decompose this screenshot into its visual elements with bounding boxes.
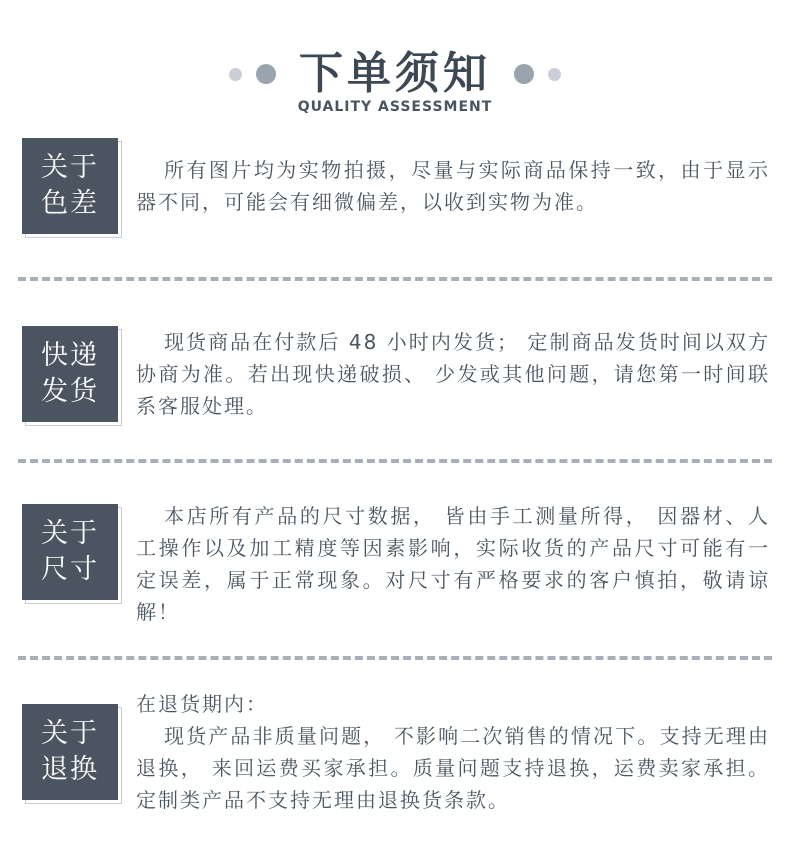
badge-line1: 关于 (41, 152, 99, 183)
badge-line2: 退换 (41, 754, 99, 785)
badge-line2: 发货 (41, 376, 99, 407)
decor-dot-right-outer (548, 68, 561, 81)
section-paragraph: 所有图片均为实物拍摄，尽量与实际商品保持一致，由于显示器不同，可能会有细微偏差，以收到实物为准。 (136, 158, 770, 214)
section-text (136, 154, 770, 218)
dashed-divider (18, 459, 772, 463)
section-paragraph: 本店所有产品的尺寸数据， 皆由手工测量所得， 因器材、人工操作以及加工精度等因素影响，实际收货的产品尺寸可能有一定误差，属于正常现象。对尺寸有严格要求的客户慎拍，敬请谅解！ (136, 504, 770, 624)
section-paragraph: 现货产品非质量问题， 不影响二次销售的情况下。支持无理由退换， 来回运费买家承担。质量问题支持退换，运费卖家承担。定制类产品不支持无理由退换货条款。 (136, 724, 770, 812)
dashed-divider (18, 656, 772, 660)
section-text (136, 500, 770, 628)
badge-line2: 尺寸 (41, 554, 99, 585)
decor-dot-right-inner (514, 64, 534, 84)
badge-box (22, 138, 118, 234)
badge-box (22, 326, 118, 422)
section-text (136, 326, 770, 422)
badge-line2: 色差 (41, 188, 99, 219)
badge-box (22, 504, 118, 600)
page-title: 下单须知 (299, 48, 491, 99)
badge-box (22, 704, 118, 800)
badge-line1: 快递 (41, 340, 99, 371)
page-subtitle: QUALITY ASSESSMENT (297, 99, 493, 115)
header (0, 40, 790, 120)
badge-line1: 关于 (41, 718, 99, 749)
badge-line1: 关于 (41, 518, 99, 549)
dashed-divider (18, 277, 772, 281)
section-text (136, 688, 770, 816)
section-intro: 在退货期内： (136, 692, 268, 716)
section-paragraph: 现货商品在付款后 48 小时内发货； 定制商品发货时间以双方协商为准。若出现快递破损、 少发或其他问题，请您第一时间联系客服处理。 (136, 330, 770, 418)
